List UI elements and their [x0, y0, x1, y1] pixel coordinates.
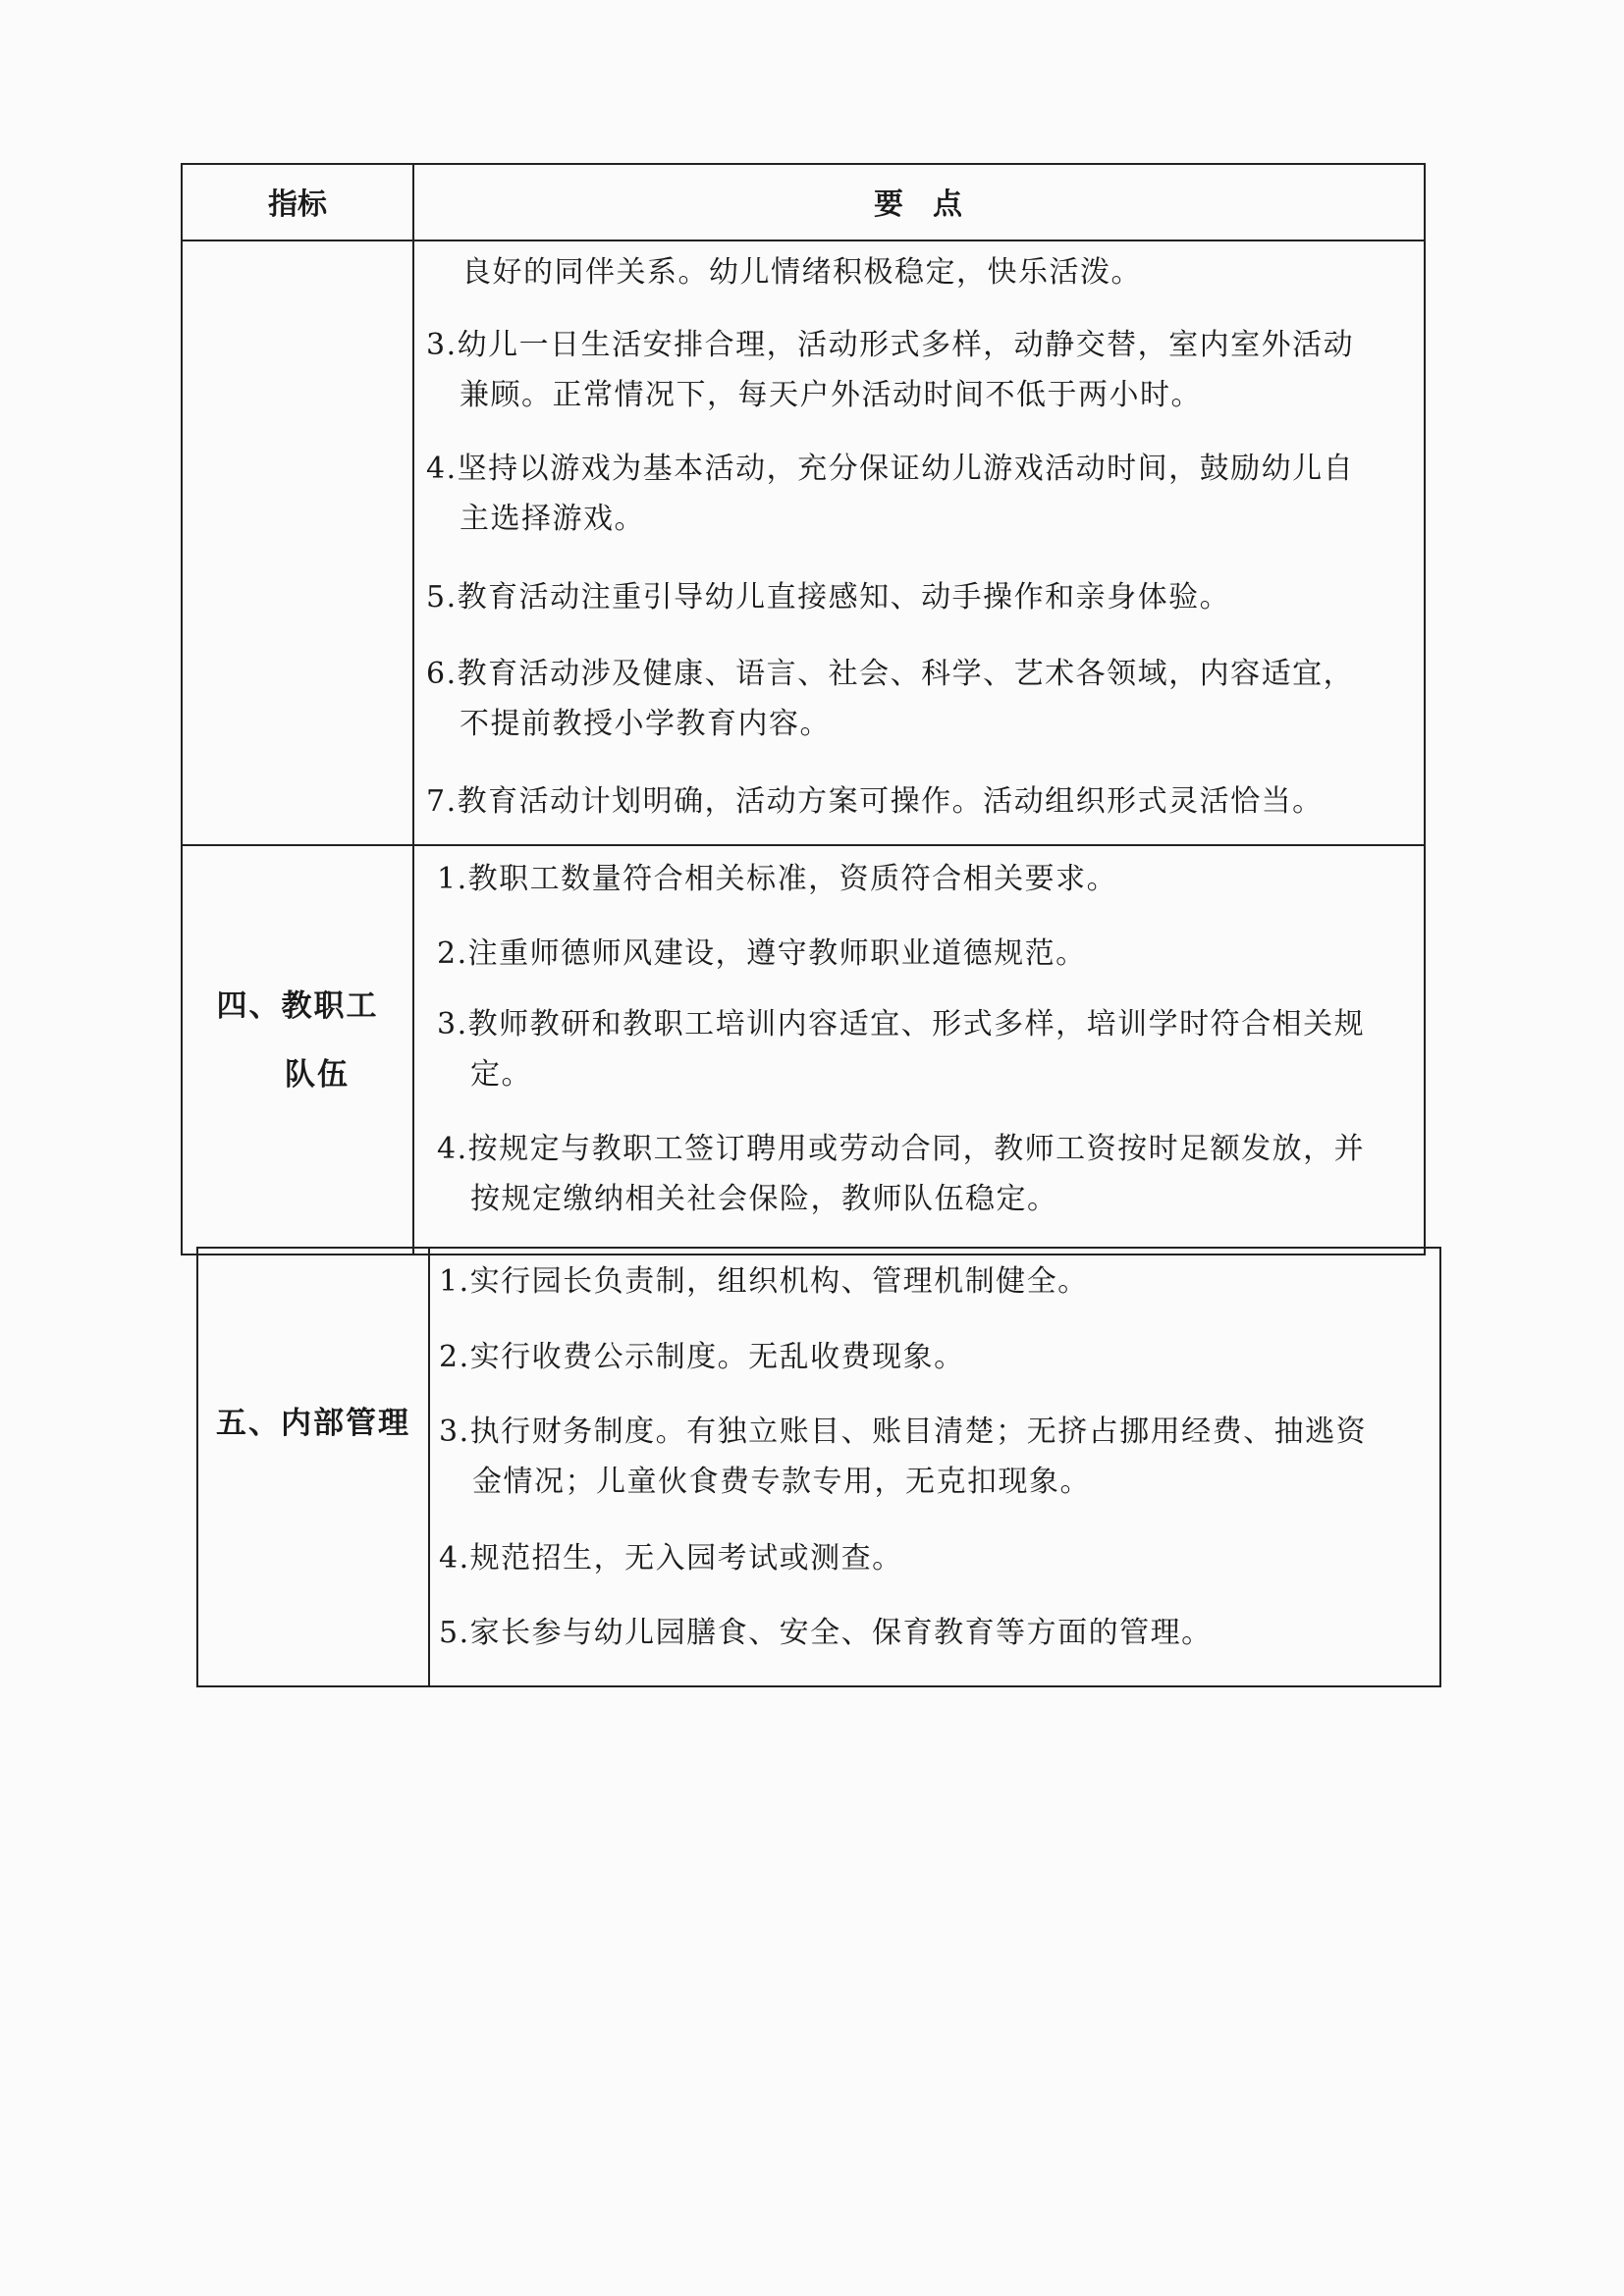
item-line: 5.教育活动注重引导幼儿直接感知、动手操作和亲身体验。	[426, 580, 1231, 614]
column-divider	[412, 165, 414, 1254]
item-line: 1.教职工数量符合相关标准，资质符合相关要求。	[437, 862, 1118, 896]
list-item	[426, 776, 1324, 827]
item-line: 3.教师教研和教职工培训内容适宜、形式多样，培训学时符合相关规	[437, 1007, 1366, 1041]
header-indicator: 指标	[268, 187, 327, 222]
item-line: 4.规范招生，无入园考试或测查。	[439, 1541, 903, 1575]
item-line-continued: 定。	[470, 1057, 532, 1092]
list-item	[439, 1608, 1213, 1658]
list-item	[439, 1533, 903, 1583]
item-line-continued: 金情况；儿童伙食费专款专用，无克扣现象。	[472, 1465, 1091, 1499]
item-line: 1.实行园长负责制，组织机构、管理机制健全。	[439, 1264, 1089, 1299]
list-item	[437, 999, 1365, 1099]
list-item	[437, 929, 1087, 979]
section-title-staff	[183, 972, 412, 1109]
item-line: 3.执行财务制度。有独立账目、账目清楚；无挤占挪用经费、抽逃资	[439, 1415, 1368, 1449]
item-line: 2.实行收费公示制度。无乱收费现象。	[439, 1340, 965, 1374]
list-item	[426, 444, 1354, 544]
section-title-line: 队伍	[285, 1057, 350, 1093]
item-line: 5.家长参与幼儿园膳食、安全、保育教育等方面的管理。	[439, 1616, 1213, 1650]
header-divider	[183, 240, 1424, 241]
item-line-continued: 兼顾。正常情况下，每天户外活动时间不低于两小时。	[460, 378, 1202, 412]
column-divider	[428, 1249, 430, 1685]
list-item	[426, 649, 1354, 749]
item-line: 3.幼儿一日生活安排合理，活动形式多样，动静交替，室内室外活动	[426, 328, 1355, 362]
list-item	[437, 1124, 1365, 1224]
item-line: 7.教育活动计划明确，活动方案可操作。活动组织形式灵活恰当。	[426, 784, 1324, 819]
item-line-continued: 主选择游戏。	[460, 502, 645, 536]
continued-text: 良好的同伴关系。幼儿情绪积极稳定，快乐活泼。	[461, 255, 1142, 290]
list-item	[439, 1407, 1367, 1507]
list-item	[437, 854, 1117, 904]
item-line: 2.注重师德师风建设，遵守教师职业道德规范。	[437, 936, 1087, 971]
list-item	[439, 1332, 965, 1382]
item-line: 6.教育活动涉及健康、语言、社会、科学、艺术各领域，内容适宜，	[426, 657, 1355, 691]
section-title-line: 四、教职工	[216, 988, 379, 1024]
item-line: 4.坚持以游戏为基本活动，充分保证幼儿游戏活动时间，鼓励幼儿自	[426, 452, 1355, 486]
list-item	[439, 1256, 1089, 1307]
section-divider	[183, 844, 1424, 846]
item-line-continued: 不提前教授小学教育内容。	[460, 707, 831, 741]
item-line-continued: 按规定缴纳相关社会保险，教师队伍稳定。	[470, 1182, 1058, 1216]
section-title-management: 五、内部管理	[216, 1406, 410, 1441]
header-points: 要 点	[874, 187, 962, 222]
list-item	[426, 572, 1230, 622]
item-line: 4.按规定与教职工签订聘用或劳动合同，教师工资按时足额发放，并	[437, 1132, 1366, 1166]
list-item	[426, 320, 1354, 420]
